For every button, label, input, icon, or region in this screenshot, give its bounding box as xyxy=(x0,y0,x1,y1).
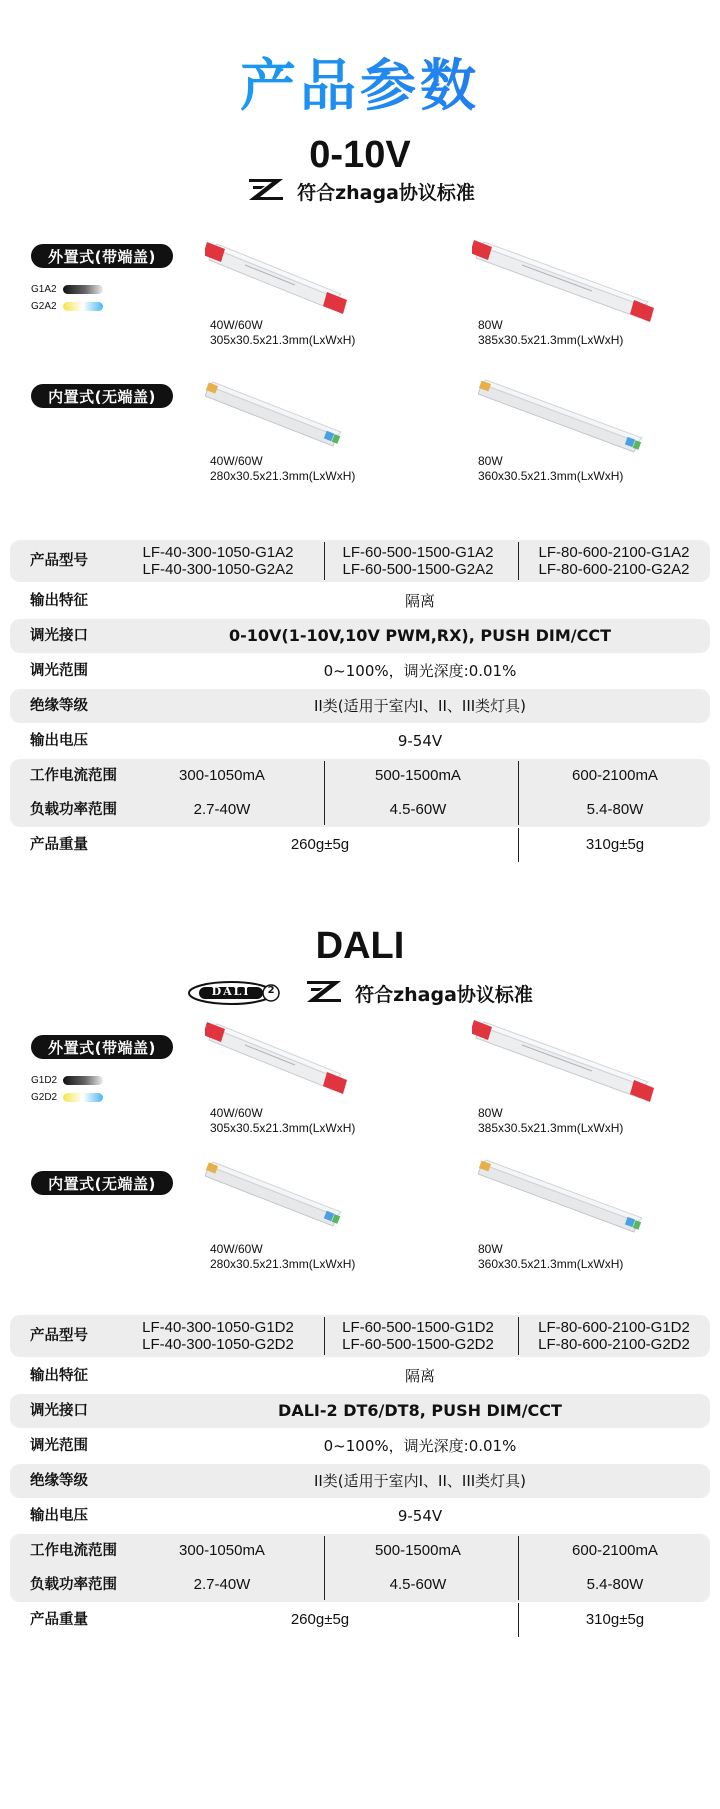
column-divider xyxy=(324,1536,325,1600)
table-row-insulation: 绝缘等级 II类(适用于室内I、II、III类灯具) xyxy=(10,1464,710,1498)
product-power: 40W/60W xyxy=(210,1106,263,1120)
column-divider xyxy=(324,761,325,825)
table-row-voltage: 输出电压 9-54V xyxy=(30,732,443,750)
table-row-weight: 产品重量 260g±5g 310g±5g xyxy=(30,836,645,853)
model-cell: LF-40-300-1050-G1D2 LF-40-300-1050-G2D2 xyxy=(142,1319,294,1353)
column-divider xyxy=(324,1317,325,1355)
table-row-insulation: 绝缘等级 II类(适用于室内I、II、III类灯具) xyxy=(10,689,710,723)
product-size: 280x30.5x21.3mm(LxWxH) xyxy=(210,1257,356,1271)
product-size: 305x30.5x21.3mm(LxWxH) xyxy=(210,1121,356,1135)
section-title-dali: DALI xyxy=(315,925,405,967)
color-code-row xyxy=(31,1075,103,1086)
product-spec xyxy=(478,1106,623,1136)
product-power: 80W xyxy=(478,454,503,468)
product-power: 80W xyxy=(478,1242,503,1256)
driver-inner-40-60w-image xyxy=(205,380,353,452)
mounting-inner-badge: 内置式(无端盖) xyxy=(31,1171,173,1195)
driver-inner-40-60w-image xyxy=(205,1160,353,1232)
table-row-output: 输出特征 隔离 xyxy=(30,592,435,610)
model-cell: LF-80-600-2100-G1D2 LF-80-600-2100-G2D2 xyxy=(538,1319,690,1353)
cct-swatch-mono xyxy=(63,1076,103,1085)
spec-table-0-10v xyxy=(10,540,710,852)
color-code-label: G1D2 xyxy=(31,1075,58,1086)
product-power: 80W xyxy=(478,318,503,332)
mounting-outer-badge: 外置式(带端盖) xyxy=(31,1035,173,1059)
model-cell: LF-80-600-2100-G1A2 LF-80-600-2100-G2A2 xyxy=(538,544,690,578)
driver-outer-40-60w-image xyxy=(205,240,353,316)
zhaga-logo-icon xyxy=(245,176,287,206)
product-spec xyxy=(478,318,623,348)
cct-swatch-tunable xyxy=(63,1093,103,1102)
mounting-outer-badge: 外置式(带端盖) xyxy=(31,244,173,268)
table-row-current-power: 工作电流范围 负载功率范围 300-1050mA 500-1500mA 600-2100mA 2.7-40W 4.5-60W 5.4-80W xyxy=(10,1534,710,1602)
column-divider xyxy=(518,828,519,862)
product-size: 305x30.5x21.3mm(LxWxH) xyxy=(210,333,356,347)
driver-outer-80w-image xyxy=(472,238,660,324)
color-code-label: G2A2 xyxy=(31,301,57,312)
product-spec xyxy=(210,454,355,484)
color-code-row xyxy=(31,1092,103,1103)
model-cell: LF-60-500-1500-G1A2 LF-60-500-1500-G2A2 xyxy=(342,544,494,578)
product-power: 40W/60W xyxy=(210,454,263,468)
product-size: 280x30.5x21.3mm(LxWxH) xyxy=(210,469,356,483)
column-divider xyxy=(518,1536,519,1600)
table-row-model xyxy=(10,540,710,582)
column-divider xyxy=(518,761,519,825)
product-power: 40W/60W xyxy=(210,318,263,332)
table-row-output: 输出特征 隔离 xyxy=(30,1367,435,1385)
color-code-row xyxy=(31,301,103,312)
color-code-label: G2D2 xyxy=(31,1092,58,1103)
product-size: 360x30.5x21.3mm(LxWxH) xyxy=(478,1257,624,1271)
color-code-label: G1A2 xyxy=(31,284,57,295)
product-size: 360x30.5x21.3mm(LxWxH) xyxy=(478,469,624,483)
model-cell: LF-40-300-1050-G1A2 LF-40-300-1050-G2A2 xyxy=(142,544,294,578)
table-row-dim-interface: 调光接口 0-10V(1-10V,10V PWM,RX), PUSH DIM/CCT xyxy=(10,619,710,653)
cct-swatch-mono xyxy=(63,285,103,294)
zhaga-compliance xyxy=(0,176,720,206)
table-row-dim-range: 调光范围 0~100%，调光深度:0.01% xyxy=(30,662,517,680)
table-row-current-power: 工作电流范围 负载功率范围 300-1050mA 500-1500mA 600-2100mA 2.7-40W 4.5-60W 5.4-80W xyxy=(10,759,710,827)
mounting-inner-badge: 内置式(无端盖) xyxy=(31,384,173,408)
driver-inner-80w-image xyxy=(478,1158,654,1238)
table-row-dim-range: 调光范围 0~100%，调光深度:0.01% xyxy=(30,1437,517,1455)
product-power: 40W/60W xyxy=(210,1242,263,1256)
row-label: 产品型号 xyxy=(30,1328,88,1344)
column-divider xyxy=(518,1603,519,1637)
product-spec xyxy=(210,1242,355,1272)
driver-outer-40-60w-image xyxy=(205,1020,353,1096)
product-spec xyxy=(210,318,355,348)
table-row-weight: 产品重量 260g±5g 310g±5g xyxy=(30,1611,645,1628)
color-code-row xyxy=(31,284,103,295)
dali-zhaga-compliance xyxy=(0,978,720,1008)
product-spec xyxy=(478,1242,623,1272)
driver-inner-80w-image xyxy=(478,378,654,458)
table-row-dim-interface: 调光接口 DALI-2 DT6/DT8, PUSH DIM/CCT xyxy=(10,1394,710,1428)
table-row-model xyxy=(10,1315,710,1357)
section-title-0-10v: 0-10V xyxy=(309,134,411,176)
model-cell: LF-60-500-1500-G1D2 LF-60-500-1500-G2D2 xyxy=(342,1319,494,1353)
column-divider xyxy=(518,1317,519,1355)
product-size: 385x30.5x21.3mm(LxWxH) xyxy=(478,333,624,347)
product-spec xyxy=(478,454,623,484)
product-spec xyxy=(210,1106,355,1136)
row-label: 产品型号 xyxy=(30,553,88,569)
product-power: 80W xyxy=(478,1106,503,1120)
column-divider xyxy=(324,542,325,580)
cct-swatch-tunable xyxy=(63,302,103,311)
zhaga-text: 符合zhaga协议标准 xyxy=(297,181,475,204)
zhaga-logo-icon xyxy=(303,978,345,1008)
product-size: 385x30.5x21.3mm(LxWxH) xyxy=(478,1121,624,1135)
zhaga-text: 符合zhaga协议标准 xyxy=(355,983,533,1006)
column-divider xyxy=(518,542,519,580)
dali-logo-icon: DALI 2 xyxy=(187,980,281,1006)
spec-table-dali xyxy=(10,1315,710,1627)
page-title: 产品参数 xyxy=(0,42,720,122)
table-row-voltage: 输出电压 9-54V xyxy=(30,1507,443,1525)
driver-outer-80w-image xyxy=(472,1018,660,1104)
